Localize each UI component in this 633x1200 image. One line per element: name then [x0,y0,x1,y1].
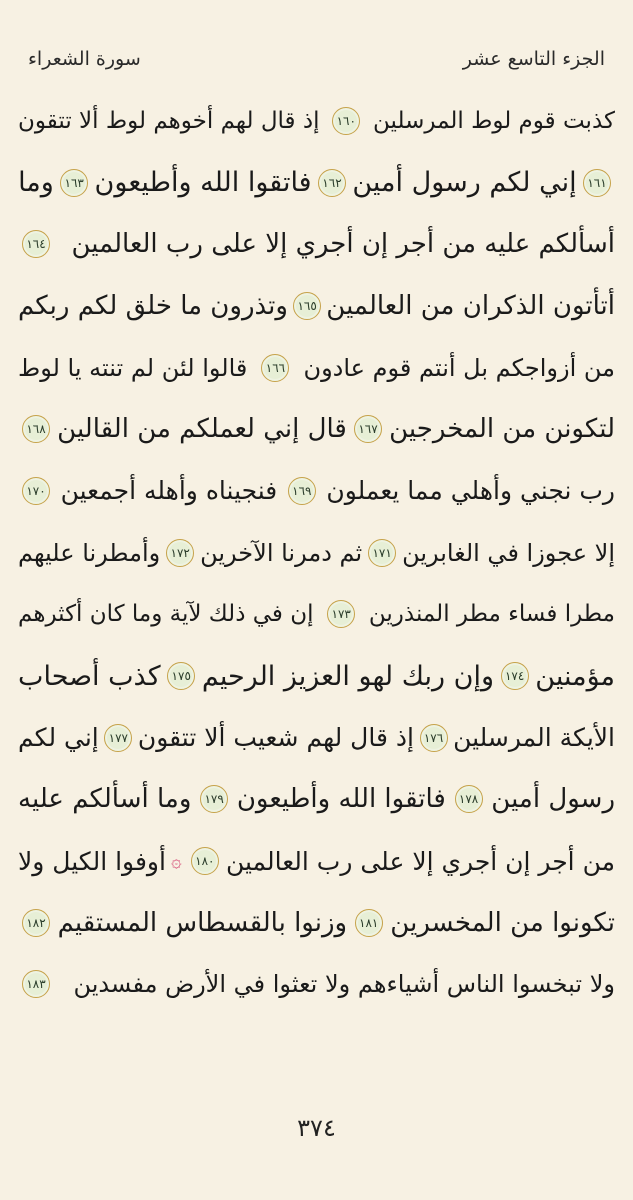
verse-text: إذ قال لهم أخوهم لوط ألا تتقون [18,107,320,134]
text-line [18,90,615,152]
verse-text: إذ قال لهم شعيب ألا تتقون [137,723,414,753]
text-line [18,152,615,214]
text-line [18,645,615,707]
ayah-number-marker: ١٦٦ [261,354,289,382]
ayah-number-marker: ١٦٠ [332,107,360,135]
verse-text: وزنوا بالقسطاس المستقيم [57,907,348,938]
text-line [18,460,615,522]
hizb-star-icon: ۞ [171,850,182,872]
ayah-number-marker: ١٦٤ [22,230,50,258]
text-line [18,398,615,460]
text-line [18,275,615,337]
text-line [18,707,615,769]
verse-text: لتكونن من المخرجين [389,414,615,445]
verse-text: فاتقوا الله وأطيعون [94,167,312,199]
ayah-number-marker: ١٦٧ [354,415,382,443]
text-line [18,830,615,892]
ayah-number-marker: ١٧٥ [167,662,195,690]
ayah-number-marker: ١٧٠ [22,477,50,505]
verse-text: ولا تبخسوا الناس أشياءهم ولا تعثوا في الأرض مفسدين [73,970,615,999]
page-number: ٣٧٤ [297,1114,336,1142]
ayah-number-marker: ١٦٢ [318,169,346,197]
surah-title: سورة الشعراء [28,48,141,70]
ayah-number-marker: ١٨٢ [22,909,50,937]
text-line [18,584,615,646]
juz-title: الجزء التاسع عشر [462,48,605,70]
ayah-number-marker: ١٨٠ [191,847,219,875]
verse-text: إني لكم [18,723,99,753]
verse-text: كذب أصحاب [18,660,161,692]
ayah-number-marker: ١٦١ [583,169,611,197]
ayah-number-marker: ١٧٩ [200,785,228,813]
verse-text: الأيكة المرسلين [453,723,615,753]
ayah-number-marker: ١٧٨ [455,785,483,813]
ayah-number-marker: ١٧٦ [420,724,448,752]
text-line [18,337,615,399]
ayah-number-marker: ١٦٩ [288,477,316,505]
ayah-number-marker: ١٧٣ [327,600,355,628]
text-line [18,522,615,584]
ayah-number-marker: ١٧٤ [501,662,529,690]
text-line [18,769,615,831]
verse-text: وأمطرنا عليهم [18,538,161,567]
ayah-number-marker: ١٧١ [368,539,396,567]
ayah-number-marker: ١٦٨ [22,415,50,443]
verse-text: رسول أمين [491,784,615,815]
verse-text: قال إني لعملكم من القالين [57,414,347,445]
verse-text: وإن ربك لهو العزيز الرحيم [201,660,494,692]
verse-text: كذبت قوم لوط المرسلين [373,107,615,134]
verse-text: أتأتون الذكران من العالمين [326,290,615,321]
verse-text: وتذرون ما خلق لكم ربكم [18,290,288,321]
ayah-number-marker: ١٧٧ [104,724,132,752]
text-line [18,892,615,954]
ayah-number-marker: ١٨١ [355,909,383,937]
verse-text: إلا عجوزا في الغابرين [402,538,615,567]
verse-text: تكونوا من المخسرين [390,907,615,938]
verse-text: ثم دمرنا الآخرين [200,538,363,567]
ayah-number-marker: ١٧٢ [166,539,194,567]
verse-text: رب نجني وأهلي مما يعملون [326,476,615,506]
quran-text-body [18,90,615,1015]
verse-text: فاتقوا الله وأطيعون [236,784,446,815]
ayah-number-marker: ١٦٣ [60,169,88,197]
text-line [18,213,615,275]
verse-text: وما أسألكم عليه [18,784,192,815]
verse-text: إني لكم رسول أمين [352,167,577,199]
page-header [28,48,605,78]
verse-text: وما [18,167,54,199]
verse-text: فنجيناه وأهله أجمعين [60,476,278,506]
verse-text: مطرا فساء مطر المنذرين [368,601,615,628]
text-line [18,954,615,1016]
verse-text: من أجر إن أجري إلا على رب العالمين [225,846,615,876]
verse-text: إن في ذلك لآية وما كان أكثرهم [18,601,314,628]
verse-text: أسألكم عليه من أجر إن أجري إلا على رب العالمين [71,229,615,260]
ayah-number-marker: ١٨٣ [22,970,50,998]
verse-text: من أزواجكم بل أنتم قوم عادون [303,353,615,382]
ayah-number-marker: ١٦٥ [293,292,321,320]
verse-text: مؤمنين [535,660,615,692]
verse-text: قالوا لئن لم تنته يا لوط [18,353,248,382]
verse-text: أوفوا الكيل ولا [18,846,166,876]
